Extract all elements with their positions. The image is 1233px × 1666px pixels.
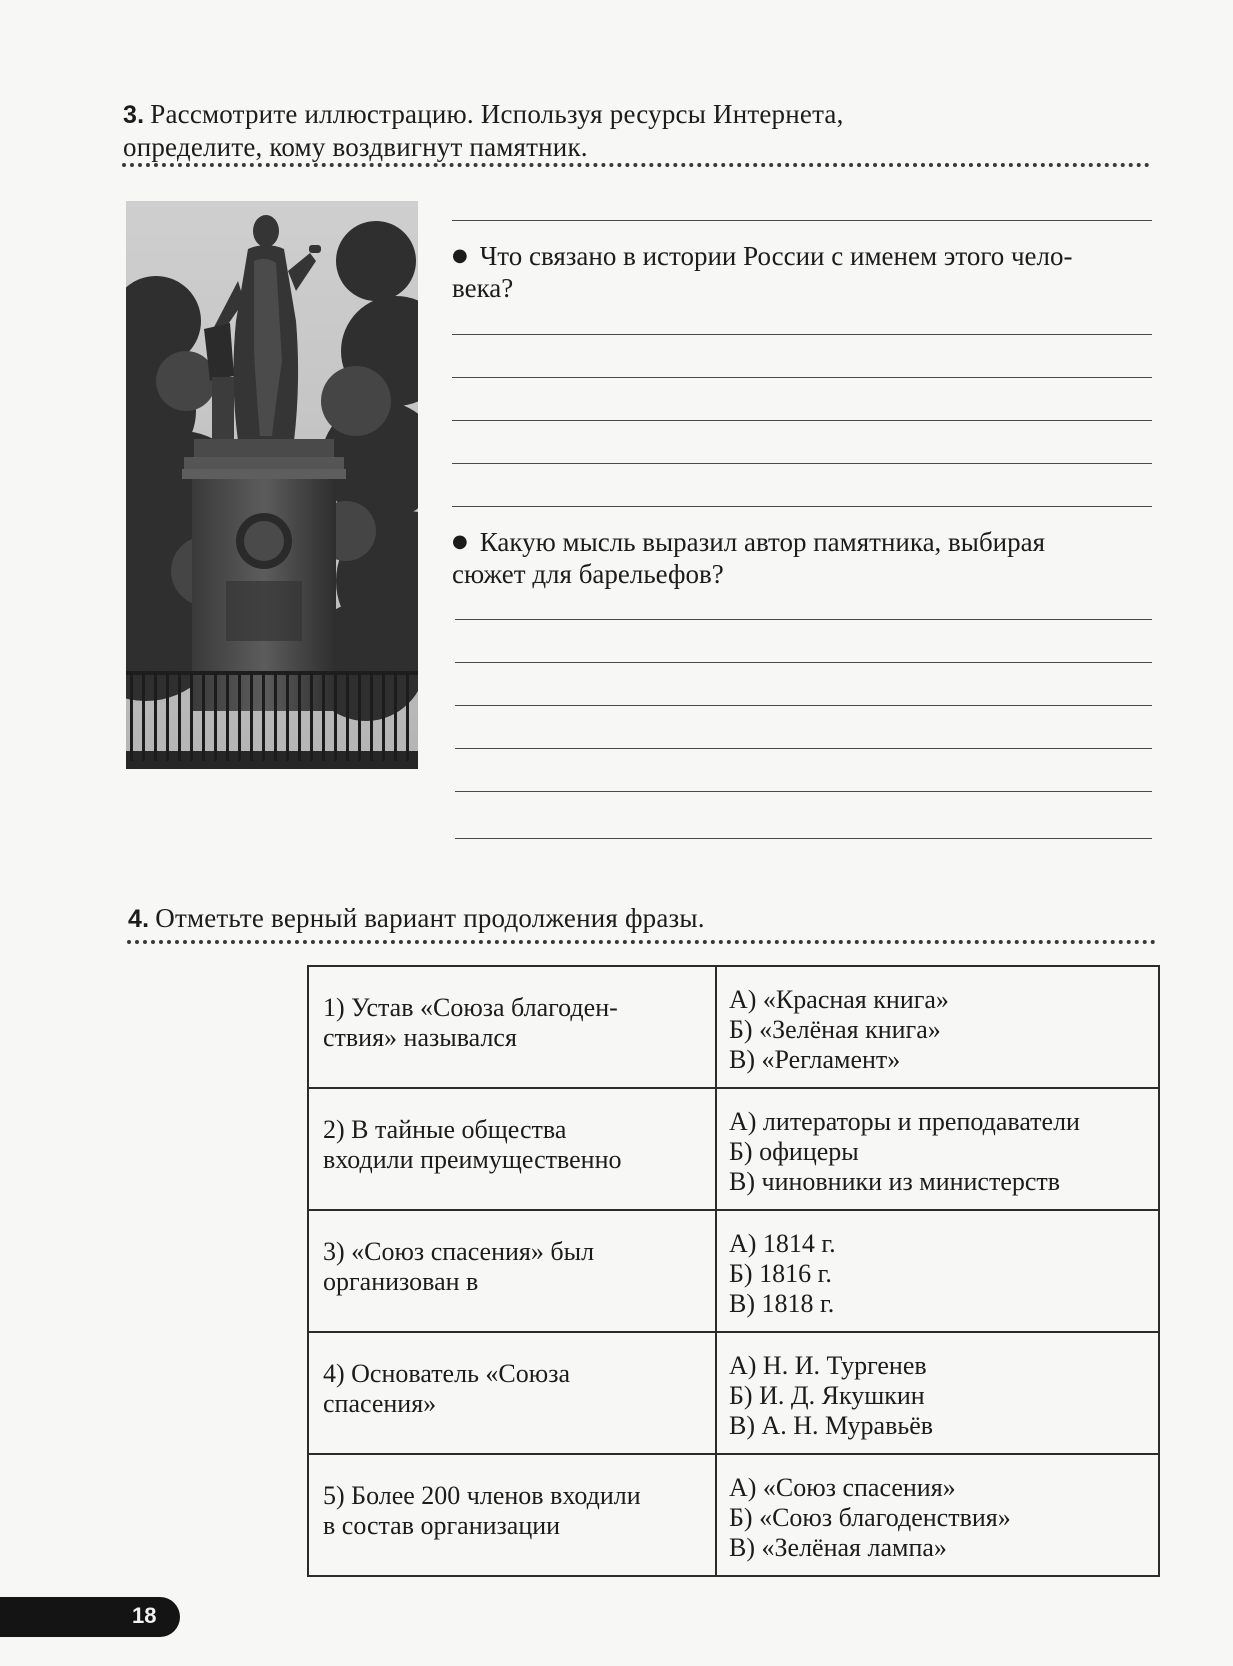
option-c[interactable]: В) А. Н. Муравьёв (729, 1411, 934, 1440)
answer-line[interactable] (455, 662, 1152, 663)
table-row (308, 966, 1159, 1088)
question-text: 2) В тайные общества (323, 1115, 567, 1144)
answer-line[interactable] (452, 334, 1152, 335)
option-c[interactable]: В) «Зелёная лампа» (729, 1533, 947, 1562)
answer-line[interactable] (455, 838, 1152, 839)
question-cell (308, 1210, 716, 1332)
option-c[interactable]: В) 1818 г. (729, 1289, 835, 1318)
task4-dotted-rule (127, 940, 1156, 944)
task3-heading (123, 98, 983, 163)
answer-line[interactable] (452, 463, 1152, 464)
option-a[interactable]: А) «Союз спасения» (729, 1473, 956, 1502)
answer-line[interactable] (455, 791, 1152, 792)
question-cell (308, 966, 716, 1088)
answer-line[interactable] (455, 705, 1152, 706)
bullet-icon: ● (452, 245, 468, 266)
answer-line[interactable] (452, 506, 1152, 507)
task3-prompt-line1: Рассмотрите иллюстрацию. Используя ресурсы Интернета, (150, 99, 844, 129)
options-cell (716, 966, 1159, 1088)
option-a[interactable]: А) 1814 г. (729, 1229, 836, 1258)
task3-question2-line2: сюжет для барельефов? (452, 559, 724, 589)
answer-line[interactable] (455, 748, 1152, 749)
question-text: 5) Более 200 членов входили (323, 1481, 641, 1510)
option-b[interactable]: Б) «Союз благоденствия» (729, 1503, 1011, 1532)
answer-line[interactable] (452, 220, 1152, 221)
question-text: входили преимущественно (323, 1145, 622, 1174)
answer-line[interactable] (452, 377, 1152, 378)
task3-question1-line2: века? (452, 273, 514, 303)
task3-question1-line1: Что связано в истории России с именем этого чело- (479, 241, 1073, 271)
question-cell (308, 1088, 716, 1210)
options-cell (716, 1454, 1159, 1576)
option-c[interactable]: В) «Регламент» (729, 1045, 901, 1074)
answer-line[interactable] (452, 420, 1152, 421)
bullet-icon: ● (452, 531, 468, 552)
option-b[interactable]: Б) 1816 г. (729, 1259, 832, 1288)
task3-question2-line1: Какую мысль выразил автор памятника, выбирая (479, 527, 1046, 557)
option-b[interactable]: Б) офицеры (729, 1137, 859, 1166)
task4-number: 4. (128, 905, 150, 933)
task4-heading (128, 902, 1028, 935)
question-cell (308, 1332, 716, 1454)
question-text: 4) Основатель «Союза (323, 1359, 570, 1388)
task3-question1 (452, 240, 1152, 304)
options-cell (716, 1210, 1159, 1332)
answer-table (307, 965, 1160, 1577)
option-a[interactable]: А) литераторы и преподаватели (729, 1107, 1080, 1136)
question-text: организован в (323, 1267, 479, 1296)
options-cell (716, 1088, 1159, 1210)
option-a[interactable]: А) Н. И. Тургенев (729, 1351, 927, 1380)
answer-line[interactable] (455, 619, 1152, 620)
option-c[interactable]: В) чиновники из министерств (729, 1167, 1061, 1196)
task3-dotted-rule (122, 163, 1150, 167)
option-b[interactable]: Б) И. Д. Якушкин (729, 1381, 925, 1410)
table-row (308, 1454, 1159, 1576)
question-text: ствия» назывался (323, 1023, 517, 1052)
question-text: в состав организации (323, 1511, 561, 1540)
task3-question2 (452, 526, 1152, 590)
page-number: 18 (132, 1603, 157, 1628)
question-text: 1) Устав «Союза благоден- (323, 993, 618, 1022)
option-a[interactable]: А) «Красная книга» (729, 985, 949, 1014)
question-text: 3) «Союз спасения» был (323, 1237, 595, 1266)
task3-number: 3. (123, 101, 145, 129)
table-row (308, 1088, 1159, 1210)
question-cell (308, 1454, 716, 1576)
monument-photo (126, 201, 418, 769)
option-b[interactable]: Б) «Зелёная книга» (729, 1015, 941, 1044)
question-text: спасения» (323, 1389, 437, 1418)
table-row (308, 1332, 1159, 1454)
options-cell (716, 1332, 1159, 1454)
table-row (308, 1210, 1159, 1332)
task4-prompt: Отметьте верный вариант продолжения фразы. (155, 903, 705, 933)
task3-prompt-line2: определите, кому воздвигнут памятник. (123, 132, 588, 162)
